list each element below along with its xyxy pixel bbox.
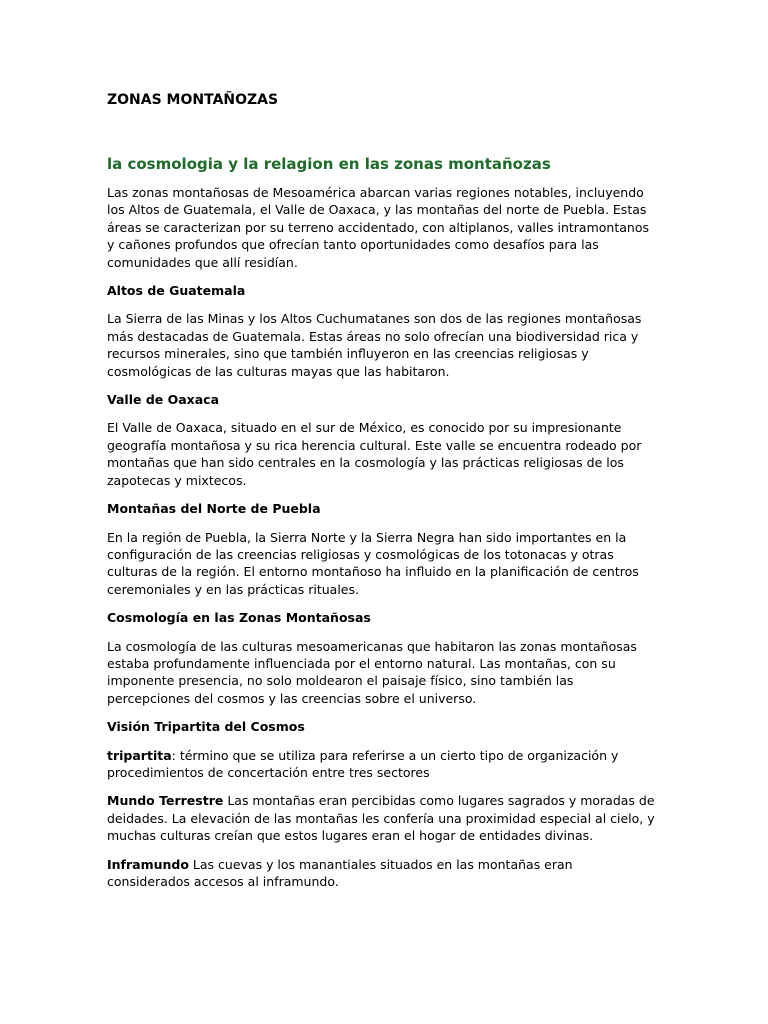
definition-text: Las montañas eran percibidas como lugares sagrados y moradas de deidades. La elevación de las montañas les confería una proximidad especial al cielo, y muchas culturas creían que estos lugares eran el hogar de entidades divinas. (107, 793, 655, 844)
definition-text: Las cuevas y los manantiales situados en las montañas eran considerados accesos al inframundo. (107, 856, 573, 889)
document-title: ZONAS MONTAÑOZAS (107, 92, 279, 108)
section-heading-valle-oaxaca: Valle de Oaxaca (107, 392, 220, 408)
section-heading-vision-tripartita: Visión Tripartita del Cosmos (107, 719, 305, 735)
intro-paragraph: Las zonas montañosas de Mesoamérica abarcan varias regiones notables, incluyendo los Altos de Guatemala, el Valle de Oaxaca, y las montañas del norte de Puebla. Estas áreas se caracterizan por su terreno accidentado, con altiplanos, valles intramontanos y cañones profundos que ofrecían tanto oportunidades como desafíos para las comunidades que allí residían. (107, 185, 649, 270)
definition-tripartita (107, 747, 659, 782)
section-body-valle-oaxaca: El Valle de Oaxaca, situado en el sur de México, es conocido por su impresionante geografía montañosa y su rica herencia cultural. Este valle se encuentra rodeado por montañas que han sido centrales en la cosmología y las prácticas religiosas de los zapotecas y mixtecos. (107, 420, 642, 488)
definition-inframundo (107, 856, 659, 891)
definition-mundo-terrestre (107, 792, 659, 844)
definition-term: tripartita (107, 747, 172, 763)
section-body-altos-guatemala: La Sierra de las Minas y los Altos Cuchumatanes son dos de las regiones montañosas más destacadas de Guatemala. Estas áreas no solo ofrecían una biodiversidad rica y recursos minerales, sino que también influyeron en las creencias religiosas y cosmológicas de las culturas mayas que las habitaron. (107, 311, 642, 379)
section-heading-altos-guatemala: Altos de Guatemala (107, 283, 246, 299)
section-heading-norte-puebla: Montañas del Norte de Puebla (107, 501, 321, 517)
definition-text: : término que se utiliza para referirse a un cierto tipo de organización y procedimientos de concertación entre tres sectores (107, 747, 619, 780)
definition-term: Mundo Terrestre (107, 793, 224, 809)
definition-term: Inframundo (107, 856, 189, 872)
section-body-cosmologia: La cosmología de las culturas mesoamericanas que habitaron las zonas montañosas estaba profundamente influenciada por el entorno natural. Las montañas, con su imponente presencia, no solo moldearon el paisaje físico, sino también las percepciones del cosmos y las creencias sobre el universo. (107, 638, 637, 706)
section-heading-cosmologia: Cosmología en las Zonas Montañosas (107, 610, 371, 626)
document-subtitle: la cosmologia y la relagion en las zonas montañozas (107, 155, 551, 173)
section-body-norte-puebla: En la región de Puebla, la Sierra Norte y la Sierra Negra han sido importantes en la configuración de las creencias religiosas y cosmológicas de los totonacas y otras culturas de la región. El entorno montañoso ha influido en la planificación de centros ceremoniales y en las prácticas rituales. (107, 529, 639, 597)
document-page (107, 88, 659, 901)
